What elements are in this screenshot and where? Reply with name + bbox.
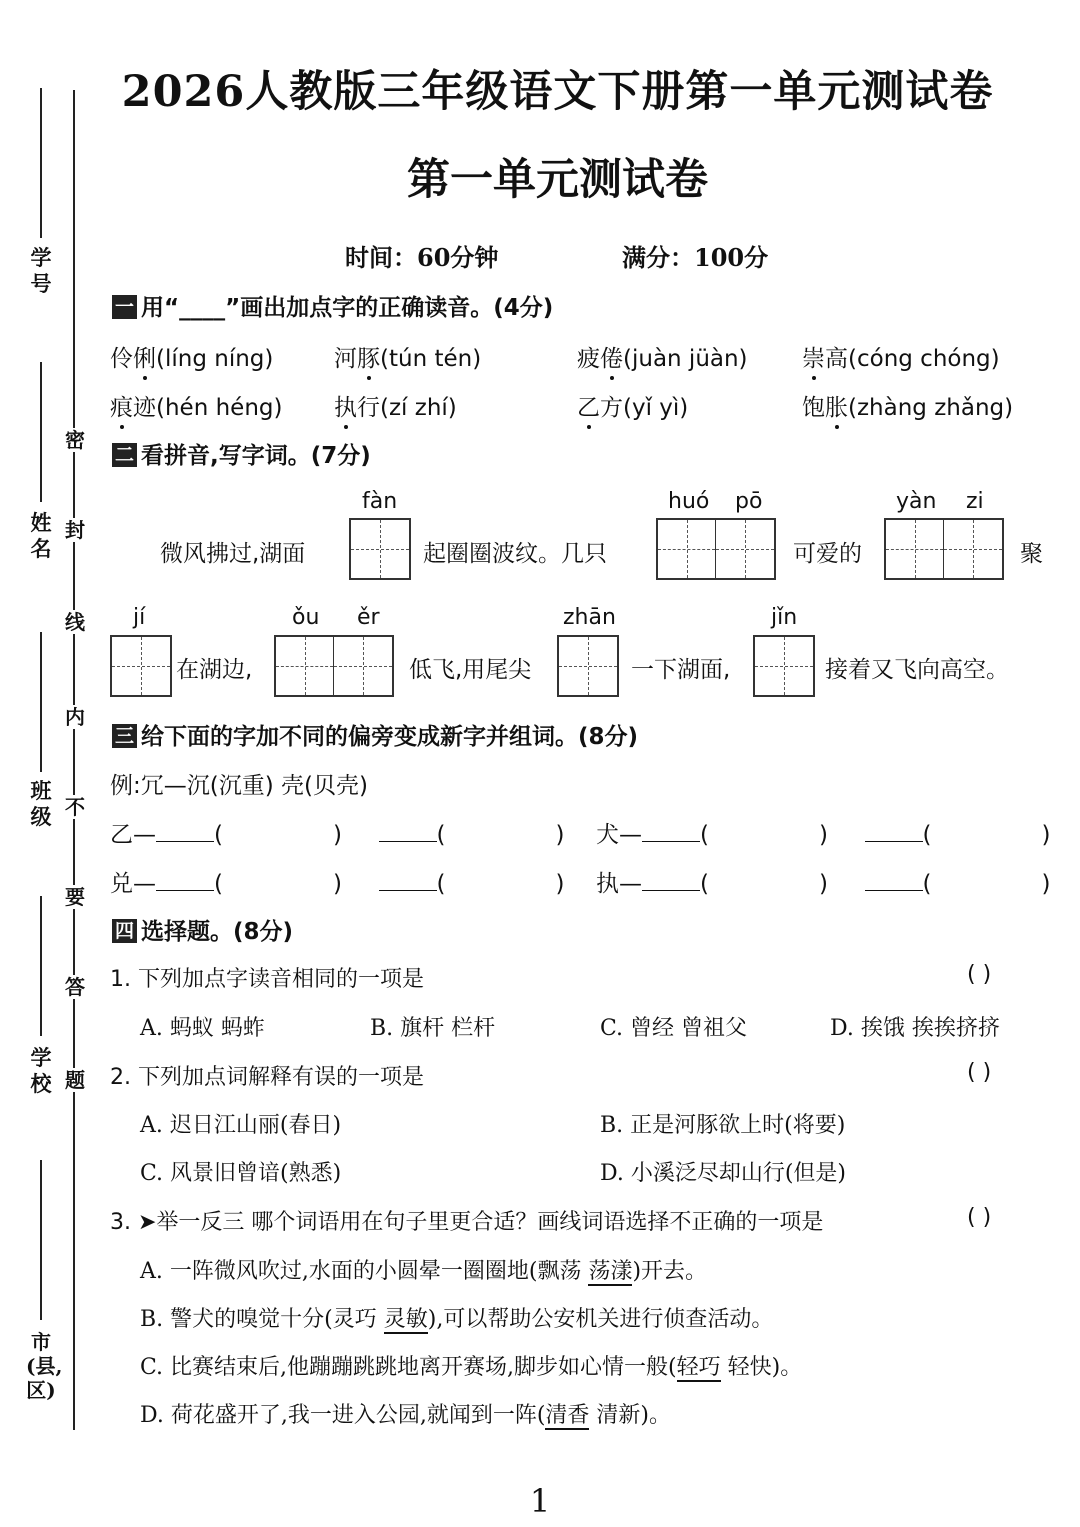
option-a: A. 一阵微风吹过,水面的小圆晕一圈圈地(飘荡 荡漾)开去。 xyxy=(140,1259,708,1284)
option-b: B. 旗杆 栏杆 xyxy=(370,1016,496,1041)
seal-char: 要 xyxy=(62,885,88,909)
sentence-text: 起圈圈波纹。几只 xyxy=(423,541,607,567)
seal-char: 不 xyxy=(62,795,88,819)
option-d: D. 荷花盛开了,我一进入公园,就闻到一阵(清香 清新)。 xyxy=(140,1403,672,1428)
margin-label-name: 姓名 xyxy=(30,510,52,561)
section-title: 给下面的字加不同的偏旁变成新字并组词。(8分) xyxy=(141,724,639,750)
pinyin-label: jǐn xyxy=(771,605,798,630)
answer-bracket[interactable]: ( ) xyxy=(967,1205,992,1230)
writing-box[interactable] xyxy=(349,518,411,580)
writing-box[interactable] xyxy=(753,635,815,697)
section-number: 三 xyxy=(112,724,137,748)
sentence-text: 聚 xyxy=(1020,541,1043,567)
reading-item: 伶俐(líng níng) xyxy=(110,340,273,373)
option-b: B. 正是河豚欲上时(将要) xyxy=(600,1113,846,1138)
section-4-heading xyxy=(112,913,293,946)
radical-item: 犬— ( ) ( ) xyxy=(596,822,1051,848)
section-2-heading xyxy=(112,437,371,470)
section-1-heading xyxy=(112,289,553,322)
radical-item: 执— ( ) ( ) xyxy=(596,871,1051,897)
margin-label-class: 班级 xyxy=(30,778,52,829)
section-title: 选择题。(8分) xyxy=(141,919,294,945)
radical-item: 兑— ( ) ( ) xyxy=(110,871,565,897)
writing-box[interactable] xyxy=(110,635,172,697)
option-c: C. 比赛结束后,他蹦蹦跳跳地离开赛场,脚步如心情一般(轻巧 轻快)。 xyxy=(140,1355,803,1380)
page-number: 1 xyxy=(529,1482,551,1520)
margin-rule xyxy=(40,896,42,1036)
pinyin-label: ěr xyxy=(357,605,380,630)
pinyin-label: fàn xyxy=(362,489,398,514)
question-stem: 3. ➤举一反三 哪个词语用在句子里更合适？画线词语选择不正确的一项是 xyxy=(110,1210,824,1235)
option-c: C. 曾经 曾祖父 xyxy=(600,1016,748,1041)
section-number: 四 xyxy=(112,919,137,943)
sentence-text: 一下湖面, xyxy=(631,657,731,683)
pinyin-label: yàn xyxy=(896,489,937,514)
pinyin-label: jí xyxy=(133,605,146,630)
margin-rule xyxy=(40,632,42,772)
margin-rule xyxy=(40,1160,42,1320)
seal-char: 封 xyxy=(62,518,88,542)
seal-char: 线 xyxy=(62,610,88,634)
reading-item: 饱胀(zhàng zhǎng) xyxy=(802,389,1013,422)
option-c: C. 风景旧曾谙(熟悉) xyxy=(140,1161,342,1186)
option-a: A. 迟日江山丽(春日) xyxy=(140,1113,342,1138)
radical-item: 乙— ( ) ( ) xyxy=(110,822,565,848)
sentence-text: 在湖边, xyxy=(176,657,253,683)
option-a: A. 蚂蚁 蚂蚱 xyxy=(140,1016,265,1041)
pinyin-label: zhān xyxy=(563,605,616,630)
writing-box[interactable] xyxy=(274,635,394,697)
pinyin-label: zi xyxy=(966,489,984,514)
seal-line xyxy=(73,90,75,1430)
answer-bracket[interactable]: ( ) xyxy=(967,1060,992,1085)
margin-label-school: 学校 xyxy=(30,1045,52,1096)
reading-item: 河豚(tún tén) xyxy=(334,340,481,373)
time-limit: 时间：60分钟 xyxy=(345,243,499,272)
reading-item: 痕迹(hén héng) xyxy=(110,389,282,422)
seal-char: 答 xyxy=(62,975,88,999)
seal-char: 题 xyxy=(62,1068,88,1092)
page-subtitle: 第一单元测试卷 xyxy=(407,155,708,205)
margin-label-student-id: 学号 xyxy=(30,245,52,296)
seal-char: 内 xyxy=(62,705,88,729)
question-stem: 1. 下列加点字读音相同的一项是 xyxy=(110,967,424,992)
section-title: 用“____”画出加点字的正确读音。(4分) xyxy=(141,295,554,321)
writing-box[interactable] xyxy=(557,635,619,697)
reading-item: 疲倦(juàn jüàn) xyxy=(577,340,748,373)
pinyin-label: ǒu xyxy=(292,605,320,630)
reading-item: 崇高(cóng chóng) xyxy=(802,340,1000,373)
option-b: B. 警犬的嗅觉十分(灵巧 灵敏),可以帮助公安机关进行侦查活动。 xyxy=(140,1307,774,1332)
pinyin-label: pō xyxy=(735,489,763,514)
sentence-text: 可爱的 xyxy=(793,541,862,567)
option-d: D. 挨饿 挨挨挤挤 xyxy=(830,1016,1000,1041)
writing-box[interactable] xyxy=(884,518,1004,580)
section-title: 看拼音,写字词。(7分) xyxy=(141,443,371,469)
writing-box[interactable] xyxy=(656,518,776,580)
question-stem: 2. 下列加点词解释有误的一项是 xyxy=(110,1065,424,1090)
pinyin-label: huó xyxy=(668,489,710,514)
seal-char: 密 xyxy=(62,428,88,452)
option-d: D. 小溪泛尽却山行(但是) xyxy=(600,1161,847,1186)
full-score: 满分：100分 xyxy=(622,243,769,272)
example-text: 例:冗—沉(沉重) 壳(贝壳) xyxy=(110,773,368,799)
section-3-heading xyxy=(112,718,638,751)
margin-rule xyxy=(40,362,42,502)
section-number: 一 xyxy=(112,295,137,319)
reading-item: 执行(zí zhí) xyxy=(334,389,457,422)
sentence-text: 低飞,用尾尖 xyxy=(409,657,532,683)
section-number: 二 xyxy=(112,443,137,467)
margin-label-city: 市(县,区) xyxy=(26,1330,63,1402)
sentence-text: 微风拂过,湖面 xyxy=(160,541,306,567)
sentence-text: 接着又飞向高空。 xyxy=(825,657,1009,683)
answer-bracket[interactable]: ( ) xyxy=(967,962,992,987)
page-title: 2026人教版三年级语文下册第一单元测试卷 xyxy=(121,67,994,117)
reading-item: 乙方(yǐ yì) xyxy=(577,389,688,422)
